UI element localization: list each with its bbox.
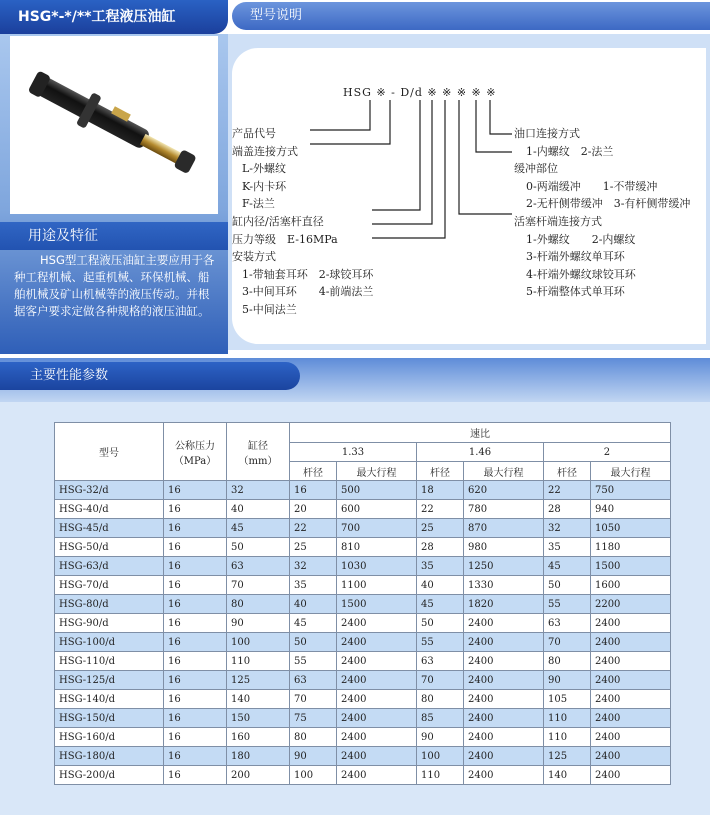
- legend-item: 活塞杆端连接方式: [514, 214, 602, 228]
- table-cell: 45: [416, 595, 463, 614]
- table-cell: 620: [463, 481, 543, 500]
- header-stroke: 最大行程: [337, 462, 417, 481]
- table-cell: 1250: [463, 557, 543, 576]
- table-cell: 80: [416, 690, 463, 709]
- table-cell: 1030: [337, 557, 417, 576]
- table-cell: HSG-150/d: [55, 709, 164, 728]
- legend-item: 1-内螺纹 2-法兰: [526, 144, 614, 158]
- legend-item: L-外螺纹: [242, 162, 287, 176]
- table-cell: 1500: [337, 595, 417, 614]
- table-cell: 28: [416, 538, 463, 557]
- table-cell: 63: [290, 671, 337, 690]
- header-bore: [227, 423, 290, 481]
- table-cell: 40: [227, 500, 290, 519]
- table-cell: 28: [543, 500, 590, 519]
- legend-item: 产品代号: [232, 127, 276, 140]
- table-row: [55, 690, 671, 709]
- table-row: [55, 500, 671, 519]
- header-rod: 杆径: [290, 462, 337, 481]
- table-cell: 50: [227, 538, 290, 557]
- table-cell: 2400: [337, 652, 417, 671]
- table-cell: 125: [543, 747, 590, 766]
- table-cell: 105: [543, 690, 590, 709]
- table-cell: 20: [290, 500, 337, 519]
- legend-item: 5-中间法兰: [242, 302, 297, 316]
- table-cell: 150: [227, 709, 290, 728]
- table-cell: 16: [164, 671, 227, 690]
- table-row: [55, 614, 671, 633]
- table-cell: 125: [227, 671, 290, 690]
- table-cell: 2400: [463, 614, 543, 633]
- hydraulic-cylinder-image: [10, 36, 218, 214]
- table-cell: 2400: [463, 728, 543, 747]
- table-row: [55, 595, 671, 614]
- table-cell: HSG-140/d: [55, 690, 164, 709]
- table-row: [55, 652, 671, 671]
- table-cell: 25: [416, 519, 463, 538]
- table-cell: 500: [337, 481, 417, 500]
- legend-item: 3-杆端外螺纹单耳环: [526, 250, 625, 264]
- table-cell: HSG-160/d: [55, 728, 164, 747]
- table-cell: 780: [463, 500, 543, 519]
- legend-item: 安装方式: [232, 250, 276, 264]
- table-cell: 16: [164, 652, 227, 671]
- table-cell: 2400: [463, 652, 543, 671]
- table-cell: 2400: [590, 728, 670, 747]
- table-cell: 2400: [337, 747, 417, 766]
- table-cell: 1820: [463, 595, 543, 614]
- header-rod: 杆径: [416, 462, 463, 481]
- usage-title: 用途及特征: [0, 222, 228, 250]
- table-cell: 2400: [337, 671, 417, 690]
- table-cell: 2200: [590, 595, 670, 614]
- table-cell: 16: [164, 538, 227, 557]
- performance-table: [54, 422, 671, 785]
- table-cell: 2400: [590, 690, 670, 709]
- legend-item: 3-中间耳环 4-前端法兰: [242, 285, 374, 299]
- legend-item: 4-杆端外螺纹球铰耳环: [526, 267, 636, 281]
- table-cell: 2400: [463, 633, 543, 652]
- table-cell: 16: [164, 747, 227, 766]
- table-cell: 700: [337, 519, 417, 538]
- table-cell: HSG-80/d: [55, 595, 164, 614]
- table-cell: 35: [290, 576, 337, 595]
- table-cell: 110: [543, 728, 590, 747]
- table-cell: 1100: [337, 576, 417, 595]
- table-cell: 90: [416, 728, 463, 747]
- table-cell: 2400: [590, 766, 670, 785]
- table-cell: 22: [543, 481, 590, 500]
- table-cell: 1500: [590, 557, 670, 576]
- table-cell: 2400: [337, 633, 417, 652]
- table-cell: 870: [463, 519, 543, 538]
- header-bore-label: 缸径: [248, 440, 268, 452]
- table-cell: 2400: [337, 766, 417, 785]
- table-cell: 40: [416, 576, 463, 595]
- table-cell: HSG-180/d: [55, 747, 164, 766]
- table-cell: 55: [290, 652, 337, 671]
- table-cell: 90: [290, 747, 337, 766]
- table-cell: 200: [227, 766, 290, 785]
- table-cell: 16: [164, 481, 227, 500]
- table-cell: 85: [416, 709, 463, 728]
- header-model: 型号: [55, 423, 164, 481]
- model-right-legend: [514, 125, 690, 301]
- table-cell: 16: [290, 481, 337, 500]
- table-row: [55, 709, 671, 728]
- table-cell: 80: [227, 595, 290, 614]
- table-cell: 70: [543, 633, 590, 652]
- table-cell: 980: [463, 538, 543, 557]
- table-cell: 16: [164, 766, 227, 785]
- model-code: HSG ※ - D/d ※ ※ ※ ※ ※: [343, 86, 497, 99]
- table-row: [55, 728, 671, 747]
- table-cell: 40: [290, 595, 337, 614]
- legend-item: 1-带轴套耳环 2-球铰耳环: [242, 267, 374, 281]
- table-cell: 16: [164, 595, 227, 614]
- table-cell: HSG-63/d: [55, 557, 164, 576]
- legend-item: 油口连接方式: [514, 127, 580, 140]
- table-cell: 55: [543, 595, 590, 614]
- table-cell: 75: [290, 709, 337, 728]
- header-rod: 杆径: [543, 462, 590, 481]
- table-cell: HSG-125/d: [55, 671, 164, 690]
- table-cell: HSG-110/d: [55, 652, 164, 671]
- table-cell: 1180: [590, 538, 670, 557]
- legend-item: K-内卡环: [242, 179, 287, 193]
- table-row: [55, 481, 671, 500]
- table-cell: 2400: [463, 747, 543, 766]
- table-cell: 180: [227, 747, 290, 766]
- table-cell: 16: [164, 614, 227, 633]
- table-cell: 110: [416, 766, 463, 785]
- table-cell: 600: [337, 500, 417, 519]
- table-cell: 16: [164, 500, 227, 519]
- table-cell: 2400: [463, 766, 543, 785]
- table-cell: 16: [164, 576, 227, 595]
- usage-description: HSG型工程液压油缸主要应用于各种工程机械、起重机械、环保机械、船舶机械及矿山机械等的液压传动。并根据客户要求定做各种规格的液压油缸。: [14, 253, 215, 318]
- table-cell: 63: [227, 557, 290, 576]
- table-row: [55, 538, 671, 557]
- table-cell: 45: [290, 614, 337, 633]
- table-cell: HSG-90/d: [55, 614, 164, 633]
- table-cell: 55: [416, 633, 463, 652]
- table-cell: 2400: [463, 671, 543, 690]
- model-left-legend: [232, 125, 373, 319]
- table-cell: 2400: [337, 728, 417, 747]
- table-cell: 2400: [463, 709, 543, 728]
- legend-item: 5-杆端整体式单耳环: [526, 285, 625, 299]
- legend-item: 0-两端缓冲 1-不带缓冲: [526, 179, 658, 193]
- table-cell: 100: [290, 766, 337, 785]
- table-cell: 90: [227, 614, 290, 633]
- table-row: [55, 671, 671, 690]
- table-cell: 2400: [337, 709, 417, 728]
- legend-item: F-法兰: [242, 197, 275, 211]
- table-row: [55, 747, 671, 766]
- table-cell: 1600: [590, 576, 670, 595]
- header-ratio-value: 1.46: [416, 443, 543, 462]
- table-cell: 45: [227, 519, 290, 538]
- table-row: [55, 557, 671, 576]
- table-cell: HSG-45/d: [55, 519, 164, 538]
- legend-item: 1-外螺纹 2-内螺纹: [526, 232, 636, 246]
- legend-item: 压力等级 E-16MPa: [232, 232, 338, 246]
- header-ratio-value: 2: [543, 443, 670, 462]
- header-stroke: 最大行程: [463, 462, 543, 481]
- table-cell: HSG-50/d: [55, 538, 164, 557]
- legend-item: 缓冲部位: [514, 162, 558, 176]
- table-cell: HSG-40/d: [55, 500, 164, 519]
- table-cell: 2400: [337, 614, 417, 633]
- table-cell: 18: [416, 481, 463, 500]
- table-cell: 2400: [590, 747, 670, 766]
- section-title-model: 型号说明: [232, 2, 710, 30]
- table-cell: 2400: [337, 690, 417, 709]
- table-cell: 80: [290, 728, 337, 747]
- header-stroke: 最大行程: [590, 462, 670, 481]
- header-ratio: 速比: [290, 423, 671, 443]
- table-cell: 16: [164, 690, 227, 709]
- table-cell: 70: [416, 671, 463, 690]
- table-cell: 50: [416, 614, 463, 633]
- header-bore-unit: （mm）: [238, 455, 278, 467]
- table-cell: 80: [543, 652, 590, 671]
- table-cell: 32: [227, 481, 290, 500]
- header-ratio-value: 1.33: [290, 443, 417, 462]
- table-row: [55, 576, 671, 595]
- table-cell: 810: [337, 538, 417, 557]
- header-pressure-label: 公称压力: [175, 440, 215, 452]
- table-cell: 110: [227, 652, 290, 671]
- table-cell: 16: [164, 728, 227, 747]
- table-cell: 63: [416, 652, 463, 671]
- table-cell: 1050: [590, 519, 670, 538]
- table-cell: 2400: [590, 652, 670, 671]
- legend-item: 端盖连接方式: [232, 144, 298, 158]
- legend-item: 缸内径/活塞杆直径: [232, 214, 324, 228]
- table-cell: 32: [290, 557, 337, 576]
- table-cell: 35: [416, 557, 463, 576]
- table-cell: 16: [164, 633, 227, 652]
- page-title: HSG*-*/**工程液压油缸: [0, 0, 228, 34]
- legend-item: 2-无杆侧带缓冲 3-有杆侧带缓冲: [526, 197, 691, 211]
- table-cell: 32: [543, 519, 590, 538]
- table-row: [55, 633, 671, 652]
- performance-table-body: [55, 481, 671, 785]
- table-cell: HSG-100/d: [55, 633, 164, 652]
- table-cell: 63: [543, 614, 590, 633]
- table-cell: 16: [164, 519, 227, 538]
- table-row: [55, 766, 671, 785]
- table-cell: 100: [227, 633, 290, 652]
- table-cell: 90: [543, 671, 590, 690]
- cylinder-photo: [10, 36, 218, 214]
- table-cell: 100: [416, 747, 463, 766]
- table-cell: 16: [164, 709, 227, 728]
- header-pressure-unit: （MPa）: [173, 455, 217, 467]
- table-cell: 2400: [590, 671, 670, 690]
- table-cell: 70: [290, 690, 337, 709]
- table-cell: HSG-200/d: [55, 766, 164, 785]
- table-cell: 160: [227, 728, 290, 747]
- table-cell: 22: [416, 500, 463, 519]
- table-cell: 2400: [590, 633, 670, 652]
- table-cell: 25: [290, 538, 337, 557]
- table-cell: 2400: [590, 709, 670, 728]
- table-cell: 70: [227, 576, 290, 595]
- table-cell: 140: [227, 690, 290, 709]
- table-cell: 140: [543, 766, 590, 785]
- table-cell: 16: [164, 557, 227, 576]
- header-pressure: [164, 423, 227, 481]
- table-cell: 22: [290, 519, 337, 538]
- table-cell: 35: [543, 538, 590, 557]
- table-cell: HSG-32/d: [55, 481, 164, 500]
- table-cell: 1330: [463, 576, 543, 595]
- table-cell: 940: [590, 500, 670, 519]
- table-cell: 2400: [463, 690, 543, 709]
- table-cell: 750: [590, 481, 670, 500]
- table-row: [55, 519, 671, 538]
- table-cell: 50: [290, 633, 337, 652]
- table-cell: 2400: [590, 614, 670, 633]
- table-cell: HSG-70/d: [55, 576, 164, 595]
- table-cell: 110: [543, 709, 590, 728]
- section-title-performance: 主要性能参数: [0, 362, 300, 390]
- table-cell: 45: [543, 557, 590, 576]
- table-cell: 50: [543, 576, 590, 595]
